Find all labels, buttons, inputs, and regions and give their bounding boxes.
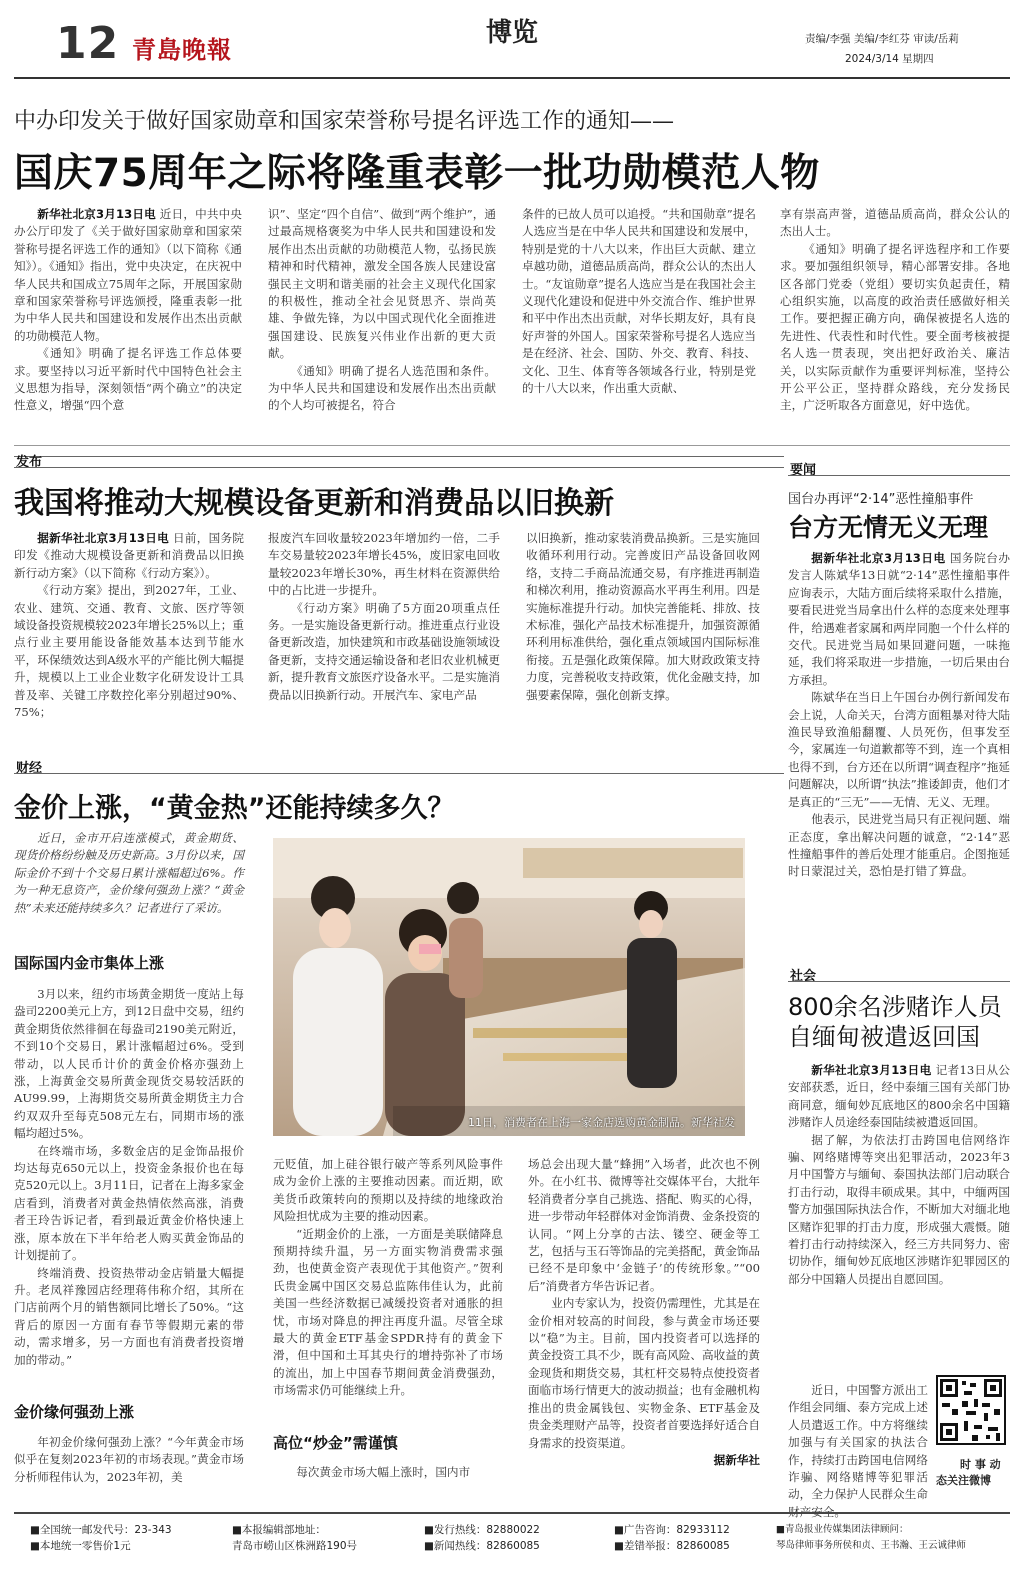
footer-error-report: ■差错举报：82860085 [614,1540,730,1552]
article4-p1: 记者13日从公安部获悉，近日，经中泰缅三国有关部门协商同意，缅甸妙瓦底地区的800余名中国籍涉赌诈人员途经泰国陆续被遣返回国。 [788,1063,1010,1130]
qr-code-icon [938,1377,1004,1443]
article3-kicker: 国台办再评“2·14”恶性撞船事件 [788,492,974,507]
article3-p2: 陈斌华在当日上午国台办例行新闻发布会上说，人命关天，台湾方面粗暴对待大陆渔民导致渔船翻覆、人员死伤，但事发至今，家属连一句道歉都等不到，连一个真相也得不到，台方还在以所谓“调查程序”拖延问题解决，以所谓“执法”推诿卸责，他们才是真正的“三无”——无情、无义、无理。 [788,690,1010,809]
article1-col4 [780,206,1010,432]
article1-c3-p1: 条件的已故人员可以追授。“共和国勋章”提名人选应当是在中华人民共和国建设和发展中，特别是党的十八大以来，作出巨大贡献、建立卓越功勋，道德品质高尚，群众公认的杰出人士。“友谊勋章”提名人选应当是在我国社会主义现代化建设和促进中外交流合作、维护世界和平中作出杰出贡献，对华长期友好，具有良好声誉的外国人。国家荣誉称号提名人选应当是在经济、社会、国防、外交、教育、科技、文化、卫生、体育等各领域各行业，特别是党的十八大以来，作出重大贡献、 [522,207,756,396]
article5-r-p1: 场总会出现大量“蜂拥”入场者，此次也不例外。在小红书、微博等社交媒体平台，大批年轻消费者分享自己挑选、搭配、购买的心得，进一步带动年轻群体对金饰消费、金条投资的认同。“网上分享的古法、镂空、硬金等工艺，包括与玉石等饰品的完美搭配，黄金饰品已经不是印象中‘金链子’的传统形象。”“00后”消费者方华告诉记者。 [528,1157,760,1293]
article4-section-label: 社会 [790,969,817,984]
section-title: 博览 [486,18,539,48]
article5-p1: 3月以来，纽约市场黄金期货一度站上每盎司2200美元上方，到12日盘中交易，纽约黄金期货依然徘徊在每盎司2190美元附近，不到10个交易日，累计涨幅超过6%。受到带动，以人民币计价的黄金价格亦强劲上涨，上海黄金交易所黄金现货交易较活跃的AU99.99，上海期货交易所黄金期货主力合约双双升至每克508元左右，同期市场的涨幅均超过5%。 [14,987,244,1141]
footer-address: 青岛市崂山区株洲路190号 [232,1540,358,1552]
article5-p3: 终端消费、投资热带动金店销量大幅提升。老凤祥豫园店经理蒋伟称介绍，其所在门店前两个月的销售额同比增长了50%。“这背后的原因一方面有春节等假期元素的带动，需求增多，另一方面也有消费者投资增加的带动。” [14,1265,244,1367]
article4-body [788,1062,1010,1382]
article1-c1-p2: 《通知》明确了提名评选工作总体要求。要坚持以习近平新时代中国特色社会主义思想为指导，深刻领悟“两个确立”的决定性意义，增强“四个意 [14,346,242,413]
article5-col3 [528,1156,760,1488]
footer-legal-label: ■青岛报业传媒集团法律顾问： [776,1524,909,1535]
article2-c1-p2: 《行动方案》提出，到2027年，工业、农业、建筑、交通、教育、文旅、医疗等领域设备投资规模较2023年增长25%以上；重点行业主要用能设备能效基本达到节能水平，环保绩效达到A级水平的产能比例大幅提升，规模以上工业企业数字化研发设计工具普及率、关键工序数控化率分别超过90%、75%； [14,583,244,720]
footer-address-label: ■本报编辑部地址： [232,1524,326,1536]
footer-col4 [614,1522,730,1554]
article2-c2-p1: 报废汽车回收量较2023年增加约一倍，二手车交易量较2023年增长45%，废旧家电回收量较2023年增长30%，再生材料在资源供给中的占比进一步提升。 [268,531,500,598]
article1-col1 [14,206,242,432]
article2-col2 [268,530,500,740]
article5-m-p2: “近期金价的上涨，一方面是美联储降息预期持续升温，另一方面实物消费需求强劲，也使黄金资产表现优于其他资产。”贺利氏贵金属中国区交易总监陈伟佳认为，此前美国一些经济数据已减缓投资者对通胀的担忧，市场对降息的押注再度升温。尽管全球最大的黄金ETF基金SPDR持有的黄金下滑，但中国和土耳其央行的增持弥补了市场的流出，加上中国春节期间黄金消费强劲，市场需求仍可能继续上升。 [273,1226,503,1398]
article3-section-label: 要闻 [790,463,817,478]
footer-col5 [776,1522,966,1554]
qr-caption-line2: 态关注微博 [936,1474,991,1487]
article5-subhead-3: 高位“炒金”需谨慎 [273,1434,398,1452]
article5-subhead-1: 国际国内金市集体上涨 [14,954,165,972]
article1-kicker: 中办印发关于做好国家勋章和国家荣誉称号提名评选工作的通知—— [14,109,675,134]
article5-p4: 年初金价缘何强劲上涨？“今年黄金市场似乎在复刻2023年初的市场表现。”黄金市场分析师程伟认为，2023年初，美 [14,1435,244,1484]
article2-c2-p2: 《行动方案》明确了5方面20项重点任务。一是实施设备更新行动。推进重点行业设备更新改造，加快建筑和市政基础设施领域设备更新，支持交通运输设备和老旧农业机械更新，提升教育文旅医疗设备水平。二是实施消费品以旧换新行动。开展汽车、家电产品 [268,600,500,702]
article1-col3 [522,206,756,432]
article4-dateline: 新华社北京3月13日电 [811,1063,932,1077]
article1-c2-p1: 识”、坚定“四个自信”、做到“两个维护”，通过最高规格褒奖为中华人民共和国建设和发展作出杰出贡献的功勋模范人物，弘扬民族精神和时代精神，激发全国各族人民建设富强民主文明和谐美丽的社会主义现代化国家的积极性，推动全社会见贤思齐、崇尚英雄、争做先锋，为以中国式现代化全面推进强国建设、民族复兴伟业作出新的更大贡献。 [268,207,496,361]
article5-col1-tail [14,1434,244,1488]
article3-p3: 他表示，民进党当局只有正视问题、端正态度，拿出解决问题的诚意，“2·14”恶性撞船事件的善后处理才能重启。企图拖延时日蒙混过关，恐怕是打错了算盘。 [788,812,1010,879]
qr-code[interactable] [936,1375,1006,1445]
article5-intro: 近日，金市开启连涨模式，黄金期货、现货价格纷纷触及历史新高。3月份以来，国际金价不到十个交易日累计涨幅超过6%。作为一种无息资产，金价缘何强劲上涨？“黄金热”未来还能持续多久？记者进行了采访。 [14,831,244,915]
photo-caption: 11日，消费者在上海一家金店选购黄金制品。新华社发 [468,1116,735,1129]
editors-line: 责编/李强 美编/李红芬 审读/岳莉 [805,33,959,45]
article3-dateline: 据新华社北京3月13日电 [811,551,946,565]
article2-c3-p1: 以旧换新，推动家装消费品换新。三是实施回收循环利用行动。完善废旧产品设备回收网络，支持二手商品流通交易，有序推进再制造和梯次利用，推动资源高水平再生利用。四是实施标准提升行动。加快完善能耗、排放、技术标准，强化产品技术标准提升，加强资源循环利用标准供给，强化重点领域国内国际标准衔接。五是强化政策保障。加大财政政策支持力度，完善税收支持政策，优化金融支持，加强要素保障，强化创新支撑。 [526,531,760,702]
article5-byline: 据新华社 [713,1452,760,1467]
article1-c4-p2: 《通知》明确了提名评选程序和工作要求。要加强组织领导，精心部署安排。各地区各部门党委（党组）要切实负起责任，精心组织实施，以高度的政治责任感做好相关工作。要把握正确方向，确保被提名人选的先进性、代表性和时代性。要全面考核被提名人选一贯表现，突出把好政治关、廉洁关，以实际贡献作为重要评判标准，坚持公开公平公正，坚持群众路线，充分发扬民主，广泛听取各方面意见，好中选优。 [780,241,1010,413]
article5-m-p1: 元贬值，加上硅谷银行破产等系列风险事件成为金价上涨的主要推动因素。而近期，欧美货币政策转向的预期以及持续的地缘政治风险担忧成为主要的推动因素。 [273,1157,503,1224]
article4-p2: 据了解，为依法打击跨国电信网络诈骗、网络赌博等突出犯罪活动，2023年3月中国警方与缅甸、泰国执法部门启动联合打击行动，取得丰硕成果。其中，中缅两国警方加强国际执法合作，不断加大对缅北地区赌诈犯罪的打击力度，形成强大震慑。随着打击行动持续深入，经三方共同努力、密切协作，缅甸妙瓦底地区涉赌诈犯罪园区的部分中国籍人员提出自愿回国。 [788,1132,1010,1286]
article5-col1 [14,986,244,1386]
footer-distribution-hotline: ■发行热线：82880022 [424,1524,540,1536]
article2-col1 [14,530,244,740]
footer-rule [14,1512,1010,1514]
rule-1b [14,445,1010,446]
article4-body-tail [788,1382,928,1519]
article1-col2 [268,206,496,432]
article4-p3: 近日，中国警方派出工作组会同缅、泰方完成上述人员遣返工作。中方将继续加强与有关国家的执法合作，持续打击跨国电信网络诈骗、网络赌博等犯罪活动，全力保护人民群众生命财产安全。 [788,1383,928,1519]
footer-col1 [30,1522,172,1554]
article1-headline: 国庆75周年之际将隆重表彰一批功勋模范人物 [14,151,820,196]
article5-m-p3: 每次黄金市场大幅上涨时，国内市 [296,1465,471,1479]
article4-headline-line2: 自缅甸被遣返回国 [788,1023,980,1051]
footer-col3 [424,1522,540,1554]
gold-store-photo-image [273,838,745,1136]
rule-1 [14,456,784,457]
article1-c1-p1: 近日，中共中央办公厅印发了《关于做好国家勋章和国家荣誉称号提名评选工作的通知》（以下简称《通知》）。《通知》指出，党中央决定，在庆祝中华人民共和国成立75周年之际，开展国家勋章和国家荣誉称号评选颁授，隆重表彰一批为中华人民共和国建设和发展作出杰出贡献的功勋模范人物。 [14,207,242,343]
article5-section-label: 财经 [16,761,43,776]
page-number: 12 [56,18,120,69]
footer-legal-counsel: 琴岛律师事务所侯和贞、王书瀚、王云诚律师 [776,1540,967,1551]
article4-headline-line1: 800余名涉赌诈人员 [788,993,1002,1021]
article2-rule [14,467,784,468]
article3-p1: 国务院台办发言人陈斌华13日就“2·14”恶性撞船事件应询表示，大陆方面后续将采取什么措施，要看民进党当局拿出什么样的态度来处理事件，给遇难者家属和两岸同胞一个什么样的交代。民进党当局如果回避问题，一味拖延，我们将采取进一步措施，一切后果由台方承担。 [788,551,1011,687]
masthead-rule [14,77,1010,79]
issue-date: 2024/3/14 星期四 [845,53,934,65]
article5-p2: 在终端市场，多数金店的足金饰品报价均达每克650元以上，投资金条报价也在每克520元以上。3月11日，记者在上海多家金店看到，消费者对黄金热情依然高涨，消费者王玲告诉记者，看到最近黄金价格快速上涨，原本放在下半年给老人购买黄金饰品的计划提前了。 [14,1143,244,1263]
article3-body [788,550,1010,948]
article1-c4-p1: 享有崇高声誉，道德品质高尚，群众公认的杰出人士。 [780,207,1010,239]
article5-headline: 金价上涨，“黄金热”还能持续多久？ [14,793,455,824]
article1-dateline: 新华社北京3月13日电 [37,207,156,221]
article3-rule [788,475,1010,476]
paper-logo: 青島晚報 [132,35,232,64]
footer-price: ■本地统一零售价1元 [30,1540,131,1552]
article4-rule [788,981,1010,982]
footer-news-hotline: ■新闻热线：82860085 [424,1540,540,1552]
footer-col2 [232,1522,357,1554]
article2-section-label: 发布 [16,455,43,470]
footer-postal-code: ■全国统一邮发代号：23-343 [30,1524,172,1536]
article2-dateline: 据新华社北京3月13日电 [37,531,169,545]
article5-rule [14,773,784,774]
article5-subhead-2: 金价缘何强劲上涨 [14,1403,135,1421]
article1-c2-p2: 《通知》明确了提名人选范围和条件。为中华人民共和国建设和发展作出杰出贡献的个人均可被提名，符合 [268,363,496,413]
article3-headline: 台方无情无义无理 [788,513,989,542]
footer-ad-inquiry: ■广告咨询：82933112 [614,1524,730,1536]
qr-caption-line1: 时 事 动 [960,1458,1001,1471]
article5-col2 [273,1156,503,1424]
article5-col2-tail [273,1464,503,1484]
article2-c1-p1: 日前，国务院印发《推动大规模设备更新和消费品以旧换新行动方案》（以下简称《行动方案》）。 [14,531,244,580]
gold-store-photo [273,838,745,1136]
article2-headline: 我国将推动大规模设备更新和消费品以旧换新 [14,486,614,521]
article5-r-p2: 业内专家认为，投资仍需理性，尤其是在金价相对较高的时间段，参与黄金市场还要以“稳”为主。目前，国内投资者可以选择的黄金投资工具不少，既有高风险、高收益的黄金现货和期货交易，其杠杆交易特点使投资者面临市场行情更大的波动损益；也有金融机构推出的贵金属钱包、实物金条、ETF基金及贵金类理财产品等，投资者首要选择好适合自身需求的投资渠道。 [528,1296,760,1450]
article2-col3 [526,530,760,740]
